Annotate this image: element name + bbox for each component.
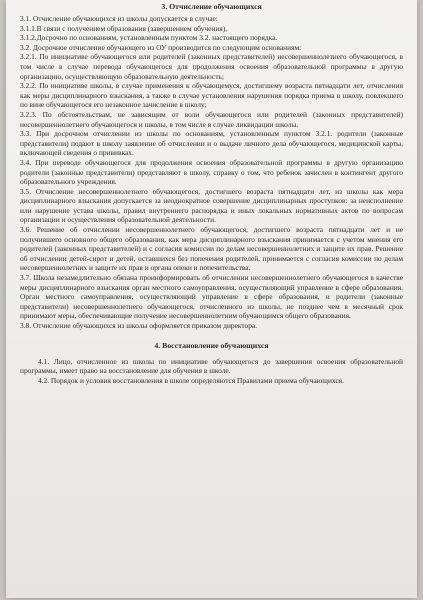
section-3-paragraph: 3.3. При досрочном отчислении из школы по основаниям, установленным пунктом 3.2.1. родители (законные представители) подают в школу заявление об отчислении и о выдаче личного дела обучающегося, медицинской карты, включающей сведения о прививках. bbox=[20, 129, 403, 158]
section-3-paragraph: 3.8. Отчисление обучающихся из школы оформляется приказом директора. bbox=[20, 321, 258, 330]
section-3-title: 3. Отчисление обучающихся bbox=[161, 2, 262, 11]
section-3-paragraph: 3.2.2. По инициативе школы, в случае применения к обучающемуся, достигшему возраста пятнадцати лет, отчисления как меры дисциплинарного взыскания, а также в случае установления нарушения порядка приема в школу, повлекшего по вине обучающегося его незаконное зачисление в школу; bbox=[20, 81, 403, 110]
section-4-paragraph: 4.1. Лицо, отчисленное из школы по инициативе обучающегося до завершения освоения образовательной программы, имеет право на восстановление для обучения в школе. bbox=[20, 356, 403, 376]
section-3-paragraph: 3.1.2.Досрочно по основаниям, установленным пунктом 3.2. настоящего порядка. bbox=[20, 33, 278, 43]
section-3-paragraph: 3.1. Отчисление обучающихся из школы допускается в случае: bbox=[20, 14, 218, 23]
section-3-paragraph: 3.5. Отчисление несовершеннолетнего обучающегося, достигшего возраста пятнадцати лет, из школы как мера дисциплинарного взыскания допускается за неоднократное совершение дисциплинарных проступков: за неисполнение или нарушение устава школы, правил внутреннего распорядка и иных локальных нормативных актов по вопросам организации и осуществления образовательной деятельности. bbox=[20, 186, 403, 225]
section-3-paragraph: 3.1.1.В связи с получением образования (завершением обучения), bbox=[20, 23, 228, 33]
section-3-paragraph: 3.4. При переводе обучающегося для продолжения освоения образовательной программы в другую организацию родители (законные представители) представляют в школу, справку о том, что ребенок зачислен в контингент другого образовательного учреждения. bbox=[20, 157, 403, 187]
section-3-paragraph: 3.6. Решение об отчислении несовершеннолетнего обучающегося, достигшего возраста пятнадцати лет и не получившего основного общего образования, как мера дисциплинарного взыскания принимается с учетом мнения его родителей (законных представителей) и с согласия комиссии по делам несовершеннолетних и защите их прав. Решение об отчислении детей-сирот и детей, оставшихся без попечения родителей, принимается с согласия комиссии по делам несовершеннолетних и защите их прав и органа опеки и попечительства. bbox=[20, 225, 403, 273]
section-4-title: 4. Восстановление обучающихся bbox=[154, 340, 269, 350]
section-4-paragraph: 4.2. Порядок и условия восстановления в школе определяются Правилами приема обучающихся. bbox=[38, 375, 344, 385]
document-page bbox=[6, 0, 417, 598]
section-3-paragraph: 3.2. Досрочное отчисление обучающего из ОУ производится по следующим основаниям: bbox=[20, 42, 302, 52]
document-body bbox=[20, 2, 403, 385]
section-3-paragraph: 3.2.3. По обстоятельствам, не зависящим от воли обучающегося или родителей (законных представителей) несовершеннолетнего обучающегося и школы, в том числе в случае ликвидации школы. bbox=[20, 109, 403, 129]
section-3-paragraph: 3.7. Школа незамедлительно обязана проинформировать об отчислении несовершеннолетнего обучающегося в качестве меры дисциплинарного взыскания орган местного самоуправления, осуществляющий управление в сфере образования. Орган местного самоуправления, осуществляющий управление в сфере образования, и родители (законные представители) несовершеннолетнего обучающегося, отчисленного из школы, не позднее чем в месячный срок принимают меры, обеспечивающие получение несовершеннолетним обучающимся общего образования. bbox=[20, 273, 403, 321]
section-3-paragraph: 3.2.1. По инициативе обучающегося или родителей (законных представителей) несовершеннолетнего обучающегося, в том числе в случае перевода обучающегося для продолжения освоения образовательной программы в другую организацию, осуществляющую образовательную деятельность; bbox=[20, 52, 403, 81]
